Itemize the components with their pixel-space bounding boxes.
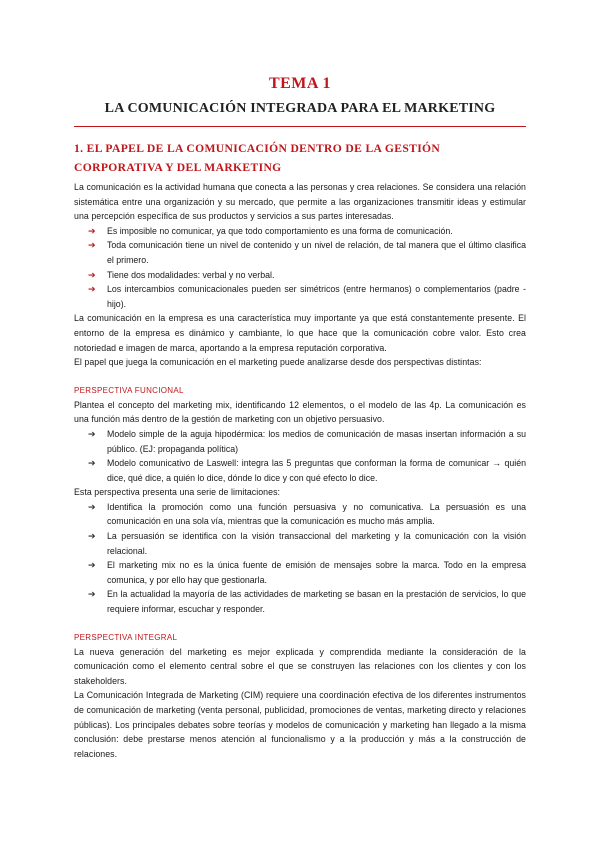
list-item — [88, 238, 526, 267]
list-item-text: La persuasión se identifica con la visión transaccional del marketing y la comunicación con la visión relacional. — [107, 531, 526, 556]
section-intro: La comunicación es la actividad humana que conecta a las personas y crea relaciones. Se considera una relación sistemática entre una organización y su mercado, que permite a las organizaciones transmitir ideas y estimular una percepción específica de sus productos y servicios a sus partes interesadas. — [74, 182, 526, 222]
limitations-list — [88, 500, 526, 617]
arrow-right-icon: ➔ — [88, 531, 96, 542]
list-item — [88, 282, 526, 311]
list-item-text: Los intercambios comunicacionales pueden ser simétricos (entre hermanos) o complementarios (padre - hijo). — [107, 284, 526, 309]
list-item — [88, 500, 526, 529]
list-item — [88, 427, 526, 456]
title-divider — [74, 126, 526, 127]
paragraph: La nueva generación del marketing es mejor explicada y comprendida mediante la consideración de la comunicación como el elemento central sobre el que se construyen las relaciones con los clientes y con los stakeholders. — [74, 646, 526, 686]
list-item-text: El marketing mix no es la única fuente de emisión de mensajes sobre la marca. Todo en la empresa comunica, y por ello hay que gestionarla. — [107, 560, 526, 585]
page-subtitle: LA COMUNICACIÓN INTEGRADA PARA EL MARKETING — [104, 101, 496, 116]
list-item-text: Tiene dos modalidades: verbal y no verbal. — [107, 269, 275, 280]
list-item-text: Modelo comunicativo de Laswell: integra las 5 preguntas que conforman la forma de comunicar → quién dice, qué dice, a quién lo dice, dónde lo dice y con qué efecto lo dice. — [107, 458, 526, 483]
list-item — [88, 587, 526, 616]
arrow-right-icon: ➔ — [88, 428, 96, 439]
subsection-heading-integral: PERSPECTIVA INTEGRAL — [74, 632, 178, 642]
arrow-right-icon: ➔ — [88, 589, 96, 600]
arrow-right-icon: ➔ — [88, 269, 96, 280]
list-item-text: En la actualidad la mayoría de las actividades de marketing se basan en la prestación de servicios, lo que requiere informar, escuchar y responder. — [107, 589, 526, 615]
arrow-right-icon: ➔ — [88, 458, 96, 469]
list-item — [88, 558, 526, 587]
subsection-heading-funcional: PERSPECTIVA FUNCIONAL — [74, 385, 184, 395]
list-item-text: Identifica la promoción como una función persuasiva y no comunicativa. La persuasión es una comunicación en una sola vía, mientras que la comunicación es mucho más amplia. — [107, 501, 526, 527]
page-title: TEMA 1 — [268, 75, 332, 92]
arrow-right-icon: ➔ — [88, 501, 96, 512]
section-heading: 1. EL PAPEL DE LA COMUNICACIÓN DENTRO DE LA GESTIÓN CORPORATIVA Y DEL MARKETING — [74, 142, 441, 174]
paragraph: El papel que juega la comunicación en el marketing puede analizarse desde dos perspectivas distintas: — [74, 357, 482, 368]
paragraph: La comunicación en la empresa es una característica muy importante ya que está constantemente presente. El entorno de la empresa es dinámico y cambiante, lo que hace que la comunicación cobre valor. Esto crea notoriedad e imagen de marca, aportando a la empresa reputación corporativa. — [74, 313, 526, 353]
paragraph: La Comunicación Integrada de Marketing (CIM) requiere una coordinación efectiva de los diferentes instrumentos de comunicación de marketing (venta personal, publicidad, promociones de ventas, marketing directo y relaciones públicas). Los principales debates sobre teorías y modelos de comunicación y marketing han llegado a la misma conclusión: debe prestarse menos atención al funcionalismo y a la producción y más a la construcción de relaciones. — [74, 690, 526, 759]
list-item — [88, 268, 526, 283]
models-list — [88, 427, 526, 485]
paragraph: Esta perspectiva presenta una serie de limitaciones: — [74, 487, 281, 498]
list-item — [88, 224, 526, 239]
list-item — [88, 456, 526, 485]
arrow-right-icon: ➔ — [88, 240, 96, 251]
paragraph: Plantea el concepto del marketing mix, identificando 12 elementos, o el modelo de las 4p. La comunicación es una función más dentro de la gestión de marketing con un objetivo persuasivo. — [74, 399, 526, 425]
document-page — [74, 74, 526, 761]
list-item-text: Es imposible no comunicar, ya que todo comportamiento es una forma de comunicación. — [107, 225, 453, 236]
list-item-text: Toda comunicación tiene un nivel de contenido y un nivel de relación, de tal manera que el último clasifica el primero. — [107, 240, 526, 265]
list-item-text: Modelo simple de la aguja hipodérmica: los medios de comunicación de masas insertan información a su público. (EJ: propaganda política) — [107, 428, 526, 454]
arrow-right-icon: ➔ — [88, 284, 96, 295]
communication-axioms-list — [88, 224, 526, 312]
arrow-right-icon: ➔ — [88, 560, 96, 571]
arrow-right-icon: ➔ — [88, 225, 96, 236]
list-item — [88, 529, 526, 558]
